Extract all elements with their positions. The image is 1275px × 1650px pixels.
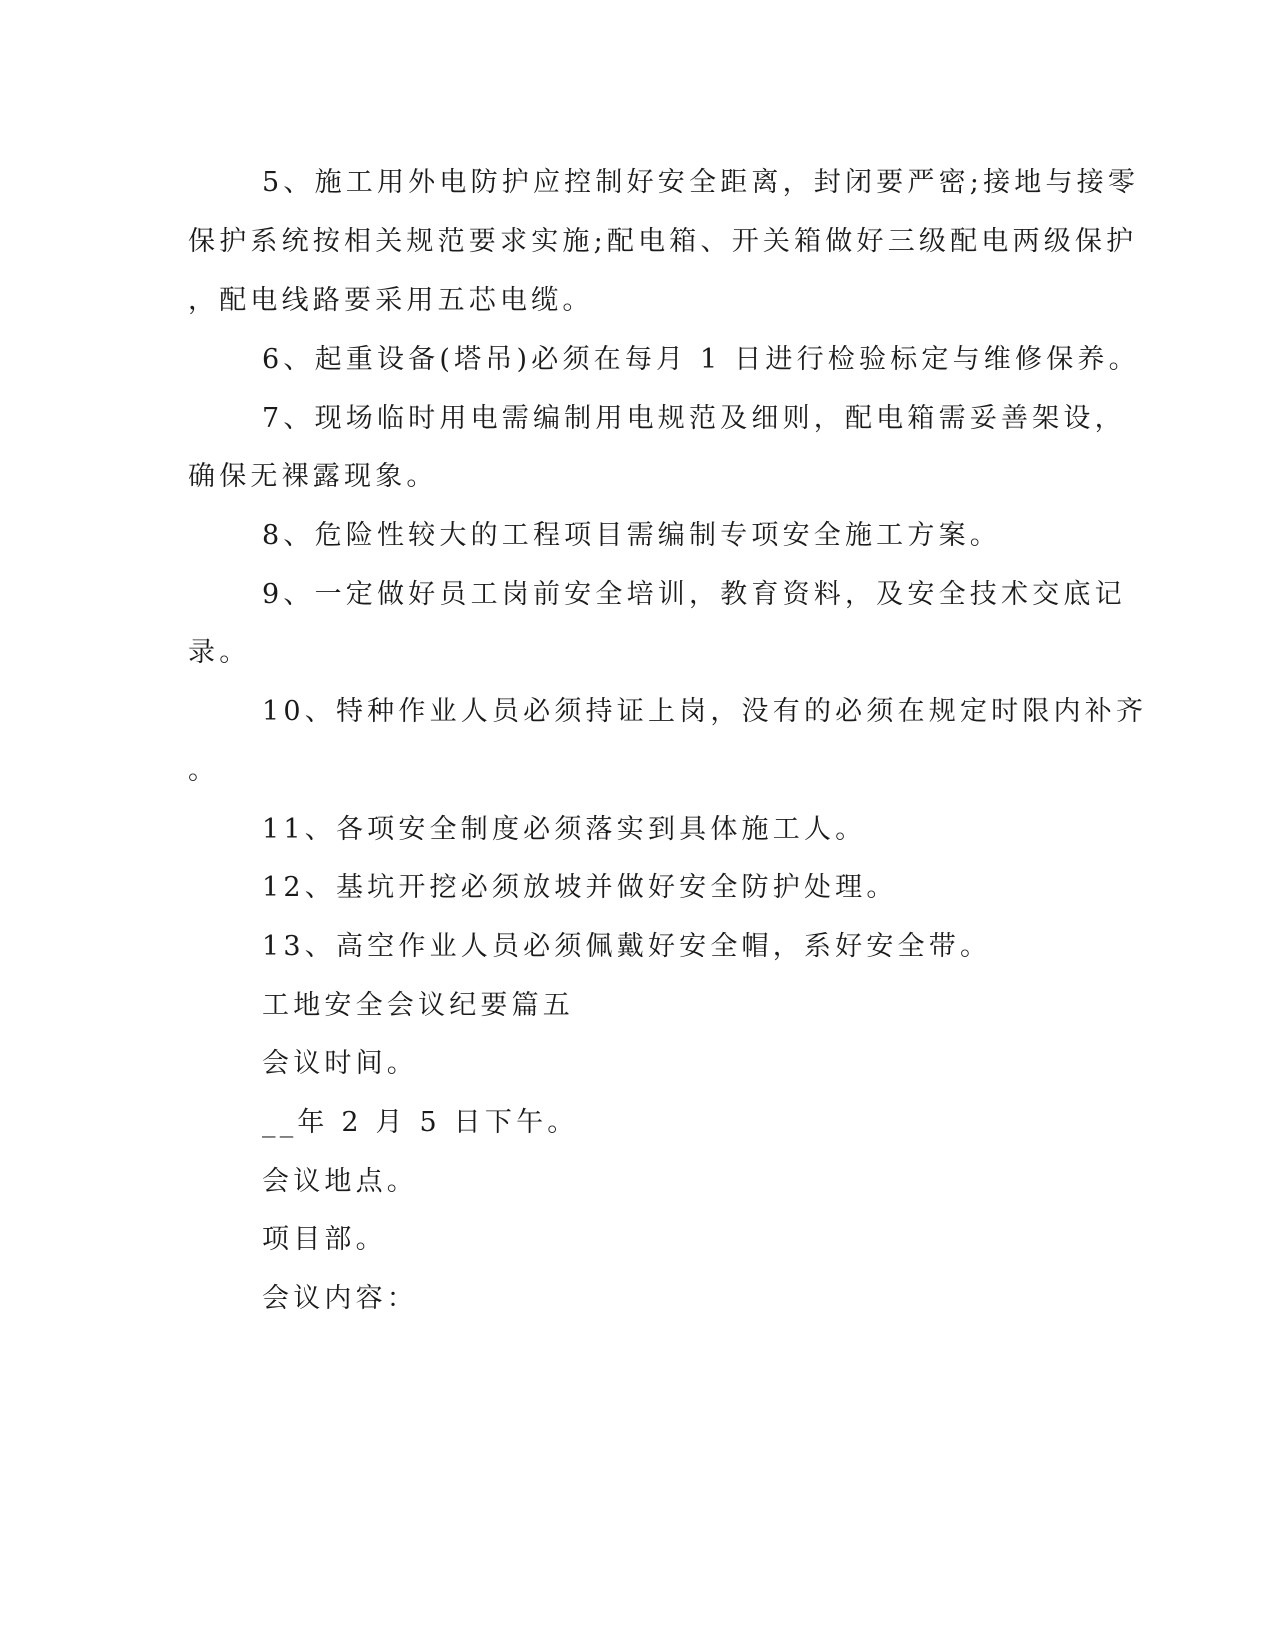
paragraph-item-5-line-1: 5、施工用外电防护应控制好安全距离，封闭要严密;接地与接零	[262, 167, 1140, 198]
paragraph-item-9-line-1: 9、一定做好员工岗前安全培训，教育资料，及安全技术交底记	[262, 579, 1126, 610]
meeting-place-value: 项目部。	[262, 1224, 387, 1255]
paragraph-item-10-line-2: 。	[188, 755, 220, 786]
paragraph-item-7-line-2: 确保无裸露现象。	[188, 461, 438, 492]
paragraph-item-7-line-1: 7、现场临时用电需编制用电规范及细则，配电箱需妥善架设，	[262, 403, 1126, 434]
meeting-time-value: __年 2 月 5 日下午。	[262, 1107, 579, 1138]
paragraph-item-8: 8、危险性较大的工程项目需编制专项安全施工方案。	[262, 520, 1001, 551]
meeting-place-label: 会议地点。	[262, 1166, 418, 1197]
meeting-content-label: 会议内容：	[262, 1283, 418, 1314]
paragraph-item-11: 11、各项安全制度必须落实到具体施工人。	[262, 814, 867, 845]
paragraph-item-5-line-3: ，配电线路要采用五芯电缆。	[188, 285, 594, 316]
meeting-time-label: 会议时间。	[262, 1048, 418, 1079]
paragraph-item-5-line-2: 保护系统按相关规范要求实施;配电箱、开关箱做好三级配电两级保护	[188, 226, 1138, 257]
section-heading: 工地安全会议纪要篇五	[262, 990, 574, 1021]
paragraph-item-6: 6、起重设备(塔吊)必须在每月 1 日进行检验标定与维修保养。	[262, 344, 1140, 375]
paragraph-item-10-line-1: 10、特种作业人员必须持证上岗，没有的必须在规定时限内补齐	[262, 696, 1148, 727]
paragraph-item-13: 13、高空作业人员必须佩戴好安全帽，系好安全带。	[262, 931, 992, 962]
paragraph-item-12: 12、基坑开挖必须放坡并做好安全防护处理。	[262, 872, 898, 903]
paragraph-item-9-line-2: 录。	[188, 637, 251, 668]
